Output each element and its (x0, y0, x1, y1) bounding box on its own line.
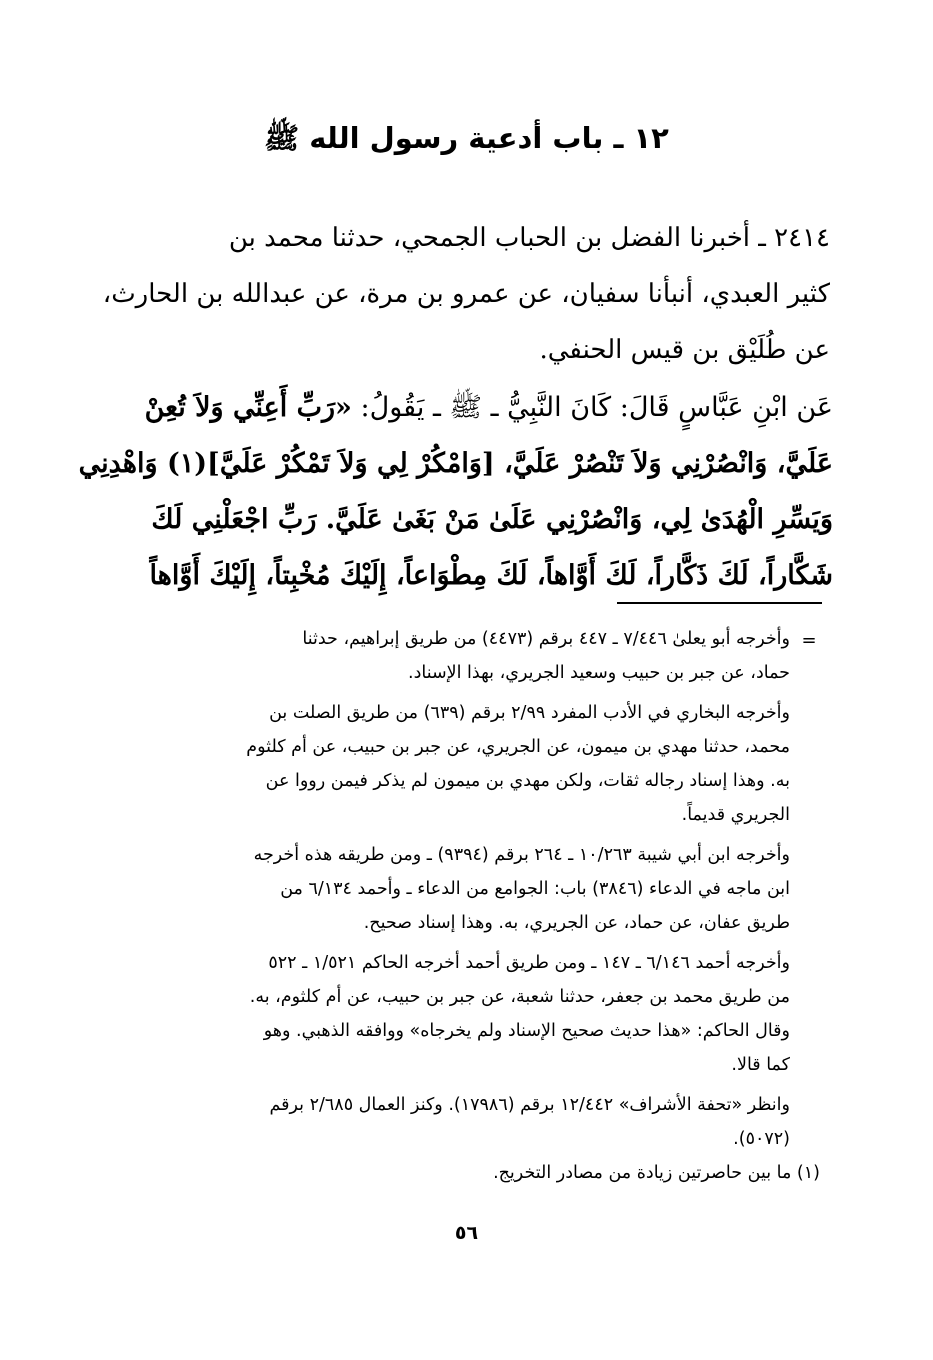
footnote-paragraph (100, 838, 820, 940)
footnote-line: وأخرجه البخاري في الأدب المفرد ٢/٩٩ برقم (٦٣٩) من طريق الصلت بن (269, 703, 790, 723)
matn-line: وَيَسِّرِ الْهُدَىٰ لِي، وَانْصُرْنِي عَلَىٰ مَنْ بَغَىٰ عَلَيَّ. رَبِّ اجْعَلْنِي لَكَ (151, 504, 833, 535)
footnote-paragraph (100, 622, 820, 690)
footnote-line: محمد، حدثنا مهدي بن ميمون، عن الجريري، عن جبر بن حبيب، عن أم كلثوم (246, 737, 790, 757)
footnote-line: وأخرجه أبو يعلىٰ ٧/٤٤٦ ـ ٤٤٧ برقم (٤٤٧٣) من طريق إبراهيم، حدثنا (302, 629, 790, 649)
matn-line-start: «رَبِّ أَعِنِّي وَلاَ تُعِنْ (144, 392, 352, 423)
isnad-line: ٢٤١٤ ـ أخبرنا الفضل بن الحباب الجمحي، حدثنا محمد بن (228, 223, 830, 253)
matn-line (98, 380, 833, 436)
matn-line: عَلَيَّ، وَانْصُرْنِي وَلاَ تَنْصُرْ عَلَيَّ، [وَامْكُرْ لِي وَلاَ تَمْكُرْ عَلَيَّ](١) وَاهْدِنِي (78, 448, 833, 479)
chapter-title: ١٢ ـ باب أدعية رسول الله ﷺ (264, 121, 669, 155)
footnote-paragraph (100, 696, 820, 832)
footnote-line: ابن ماجه في الدعاء (٣٨٤٦) باب: الجوامع من الدعاء ـ وأحمد ٦/١٣٤ من (280, 879, 790, 899)
footnote-line: وقال الحاكم: «هذا حديث صحيح الإسناد ولم يخرجاه» ووافقه الذهبي. وهو (263, 1021, 790, 1041)
bracket-footnote: (١) ما بين حاصرتين زيادة من مصادر التخريج. (493, 1163, 820, 1183)
footnote-paragraph (100, 1088, 820, 1156)
footnote-paragraph (100, 946, 820, 1082)
footnote-divider (617, 602, 822, 604)
footnote-line: وانظر «تحفة الأشراف» ١٢/٤٤٢ برقم (١٧٩٨٦). وكنز العمال ٢/٦٨٥ برقم (269, 1095, 790, 1115)
footnote-line: وأخرجه ابن أبي شيبة ١٠/٢٦٣ ـ ٢٦٤ برقم (٩٣٩٤) ـ ومن طريقه هذه أخرجه (253, 845, 790, 865)
footnote-line: وأخرجه أحمد ٦/١٤٦ ـ ١٤٧ ـ ومن طريق أحمد أخرجه الحاكم ١/٥٢١ ـ ٥٢٢ (268, 953, 790, 973)
page-number: ٥٦ (454, 1222, 479, 1244)
continuation-mark: = (801, 630, 817, 651)
hadith-isnad (100, 210, 830, 378)
footnote-line: (٥٠٧٢). (733, 1129, 790, 1149)
footnote-line: كما قالا. (731, 1055, 790, 1075)
matn-lead: عَن ابْنِ عَبَّاسٍ قَالَ: كَانَ النَّبِيُّ ـ ﷺ ـ يَقُولُ: (351, 392, 833, 423)
isnad-line: كثير العبدي، أنبأنا سفيان، عن عمرو بن مرة، عن عبدالله بن الحارث، (102, 279, 830, 309)
isnad-line: عن طُلَيْق بن قيس الحنفي. (539, 335, 830, 365)
footnote-line: طريق عفان، عن حماد، عن الجريري، به. وهذا إسناد صحيح. (363, 913, 790, 933)
footnote-line: الجريري قديماً. (681, 805, 790, 825)
hadith-matn (78, 380, 833, 604)
footnotes (100, 622, 820, 1190)
footnote-line: حماد، عن جبر بن حبيب وسعيد الجريري، بهذا الإسناد. (408, 663, 790, 683)
matn-line: شَكَّاراً، لَكَ ذَكَّاراً، لَكَ أَوَّاهاً، لَكَ مِطْوَاعاً، إِلَيْكَ مُخْبِتاً، إِلَيْكَ أَوَّاهاً (149, 560, 833, 591)
footnote-line: من طريق محمد بن جعفر، حدثنا شعبة، عن جبر بن حبيب، عن أم كلثوم، به. (249, 987, 790, 1007)
footnote-line: به. وهذا إسناد رجاله ثقات، ولكن مهدي بن ميمون لم يذكر فيمن رووا عن (265, 771, 790, 791)
